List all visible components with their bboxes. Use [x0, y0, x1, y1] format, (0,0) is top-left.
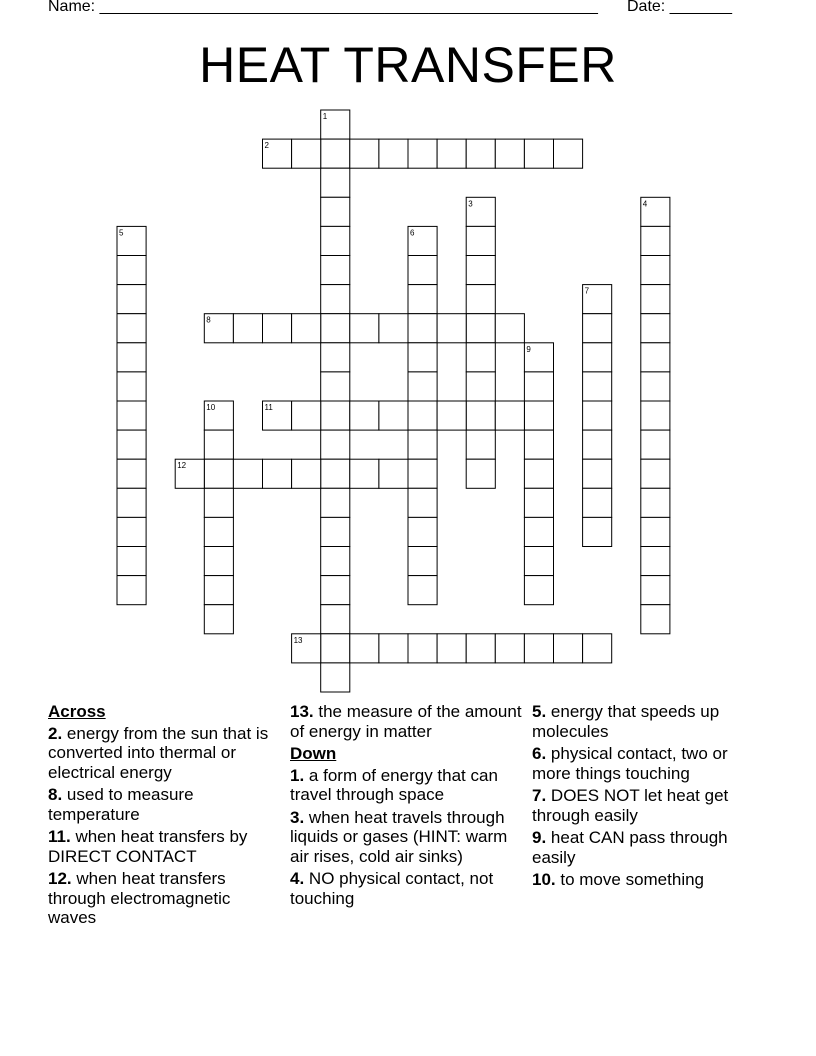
grid-cell[interactable] [350, 401, 379, 430]
grid-cell[interactable] [583, 314, 612, 343]
grid-cell[interactable] [437, 634, 466, 663]
grid-cell[interactable] [641, 576, 670, 605]
clue-across-8: 8. used to measure temperature [48, 785, 194, 824]
grid-cell[interactable] [321, 547, 350, 576]
grid-cell[interactable] [466, 459, 495, 488]
grid-cell[interactable] [583, 401, 612, 430]
grid-cell[interactable] [408, 488, 437, 517]
grid-cell[interactable] [554, 634, 583, 663]
grid-cell[interactable] [495, 139, 524, 168]
grid-cell[interactable] [408, 547, 437, 576]
grid-cell[interactable] [321, 314, 350, 343]
clue-down-7: 7. DOES NOT let heat get through easily [532, 786, 729, 825]
grid-cell[interactable] [554, 139, 583, 168]
grid-cell[interactable] [117, 314, 146, 343]
grid-cell[interactable] [641, 517, 670, 546]
grid-cell[interactable] [408, 634, 437, 663]
grid-cell[interactable] [466, 226, 495, 255]
grid-cell[interactable] [379, 139, 408, 168]
grid-cell[interactable] [321, 372, 350, 401]
grid-cell[interactable] [408, 343, 437, 372]
grid-cell[interactable] [583, 430, 612, 459]
grid-cell[interactable] [117, 459, 146, 488]
grid-cell[interactable] [641, 605, 670, 634]
grid-cell[interactable] [321, 197, 350, 226]
clue-across-12: 12. when heat transfers through electromagnetic waves [48, 869, 231, 927]
clue-down-6: 6. physical contact, two or more things touching [532, 744, 728, 783]
clue-number-label: 11 [264, 403, 273, 412]
grid-cell[interactable] [524, 139, 553, 168]
grid-cell[interactable] [263, 314, 292, 343]
clue-number-label: 2 [264, 141, 269, 151]
clue-number-label: 10 [206, 403, 216, 412]
grid-cell[interactable] [641, 459, 670, 488]
grid-cell[interactable] [437, 139, 466, 168]
grid-cell[interactable] [321, 488, 350, 517]
grid-cell[interactable] [292, 139, 321, 168]
grid-cell[interactable] [466, 285, 495, 314]
grid-cell[interactable] [466, 314, 495, 343]
date-field-label: Date: _______ [627, 0, 732, 15]
grid-cell[interactable] [321, 285, 350, 314]
grid-cell[interactable] [321, 634, 350, 663]
grid-cell[interactable] [204, 459, 233, 488]
clue-number-label: 8 [206, 315, 211, 325]
grid-cell[interactable] [321, 226, 350, 255]
grid-cell[interactable] [583, 488, 612, 517]
grid-cell[interactable] [466, 256, 495, 285]
clue-across-13: 13. the measure of the amount of energy in matter [290, 702, 522, 741]
grid-cell[interactable] [408, 430, 437, 459]
grid-cell[interactable] [408, 139, 437, 168]
grid-cell[interactable] [495, 314, 524, 343]
grid-cell[interactable] [204, 547, 233, 576]
grid-cell[interactable] [292, 459, 321, 488]
grid-cell[interactable] [641, 547, 670, 576]
grid-cell[interactable] [524, 547, 553, 576]
grid-cell[interactable] [641, 401, 670, 430]
grid-cell[interactable] [233, 314, 262, 343]
grid-cell[interactable] [117, 372, 146, 401]
grid-cell[interactable] [321, 343, 350, 372]
grid-cell[interactable] [524, 430, 553, 459]
page-title: HEAT TRANSFER [199, 37, 617, 93]
grid-cell[interactable] [350, 634, 379, 663]
grid-cell[interactable] [408, 576, 437, 605]
grid-cell[interactable] [524, 488, 553, 517]
grid-cell[interactable] [583, 634, 612, 663]
name-field-label: Name: ________________________________________________________ [48, 0, 598, 15]
grid-cell[interactable] [466, 634, 495, 663]
grid-cell[interactable] [524, 576, 553, 605]
clue-number-label: 12 [177, 461, 187, 471]
grid-cell[interactable] [641, 314, 670, 343]
grid-cell[interactable] [321, 605, 350, 634]
grid-cell[interactable] [204, 488, 233, 517]
grid-cell[interactable] [466, 372, 495, 401]
grid-cell[interactable] [495, 634, 524, 663]
grid-cell[interactable] [350, 314, 379, 343]
grid-cell[interactable] [117, 547, 146, 576]
grid-cell[interactable] [408, 401, 437, 430]
clue-across-11: 11. when heat transfers by DIRECT CONTACT [48, 827, 248, 866]
grid-cell[interactable] [641, 256, 670, 285]
grid-cell[interactable] [321, 430, 350, 459]
grid-cell[interactable] [466, 343, 495, 372]
grid-cell[interactable] [408, 285, 437, 314]
clue-down-9: 9. heat CAN pass through easily [532, 828, 728, 867]
grid-cell[interactable] [263, 459, 292, 488]
clue-down-4: 4. NO physical contact, not touching [290, 869, 494, 908]
grid-cell[interactable] [641, 226, 670, 255]
grid-cell[interactable] [408, 517, 437, 546]
grid-cell[interactable] [292, 401, 321, 430]
grid-cell[interactable] [524, 401, 553, 430]
grid-cell[interactable] [117, 576, 146, 605]
grid-cell[interactable] [117, 401, 146, 430]
grid-cell[interactable] [466, 430, 495, 459]
grid-cell[interactable] [379, 634, 408, 663]
grid-cell[interactable] [117, 343, 146, 372]
grid-cell[interactable] [583, 517, 612, 546]
grid-cell[interactable] [641, 285, 670, 314]
grid-cell[interactable] [117, 488, 146, 517]
grid-cell[interactable] [437, 314, 466, 343]
grid-cell[interactable] [495, 401, 524, 430]
grid-cell[interactable] [233, 459, 262, 488]
grid-cell[interactable] [204, 605, 233, 634]
grid-cell[interactable] [350, 459, 379, 488]
clue-number-label: 7 [584, 286, 590, 296]
clue-number-label: 5 [119, 228, 124, 238]
clue-number-label: 3 [468, 199, 473, 209]
grid-cell[interactable] [117, 285, 146, 314]
grid-cell[interactable] [641, 430, 670, 459]
grid-cell[interactable] [408, 314, 437, 343]
grid-cell[interactable] [583, 459, 612, 488]
grid-cell[interactable] [641, 372, 670, 401]
clue-across-2: 2. energy from the sun that is converted into thermal or electrical energy [48, 723, 269, 782]
grid-cell[interactable] [321, 459, 350, 488]
clue-column-3 [532, 702, 757, 893]
grid-cell[interactable] [641, 488, 670, 517]
grid-cell[interactable] [437, 401, 466, 430]
grid-cell[interactable] [117, 517, 146, 546]
across-heading: Across [48, 702, 106, 721]
clue-number-label: 9 [526, 344, 531, 354]
grid-cell[interactable] [292, 314, 321, 343]
down-heading: Down [290, 744, 337, 763]
clue-number-label: 1 [322, 112, 328, 121]
clue-down-1: 1. a form of energy that can travel through space [290, 765, 498, 804]
grid-cell[interactable] [524, 634, 553, 663]
clue-down-10: 10. to move something [532, 870, 705, 889]
grid-cell[interactable] [408, 459, 437, 488]
grid-cell[interactable] [321, 256, 350, 285]
grid-cell[interactable] [379, 459, 408, 488]
grid-cell[interactable] [321, 663, 350, 692]
grid-cell[interactable] [379, 314, 408, 343]
grid-cell[interactable] [524, 517, 553, 546]
grid-cell[interactable] [321, 517, 350, 546]
grid-cell[interactable] [350, 139, 379, 168]
clue-number-label: 13 [293, 635, 303, 645]
grid-cell[interactable] [117, 256, 146, 285]
grid-cell[interactable] [641, 343, 670, 372]
grid-cell[interactable] [466, 401, 495, 430]
grid-cell[interactable] [204, 517, 233, 546]
grid-cell[interactable] [466, 139, 495, 168]
grid-cell[interactable] [524, 372, 553, 401]
grid-cell[interactable] [379, 401, 408, 430]
grid-cell[interactable] [204, 430, 233, 459]
grid-cell[interactable] [117, 430, 146, 459]
grid-cell[interactable] [321, 576, 350, 605]
grid-cell[interactable] [583, 372, 612, 401]
grid-cell[interactable] [408, 256, 437, 285]
grid-cell[interactable] [204, 576, 233, 605]
grid-cell[interactable] [408, 372, 437, 401]
clue-number-label: 6 [410, 228, 415, 238]
clue-column-1 [48, 702, 273, 931]
grid-cell[interactable] [321, 139, 350, 168]
grid-cell[interactable] [321, 168, 350, 197]
grid-cell[interactable] [524, 459, 553, 488]
clue-number-label: 4 [642, 199, 648, 209]
clue-down-5: 5. energy that speeds up molecules [532, 702, 720, 741]
clue-down-3: 3. when heat travels through liquids or gases (HINT: warm air rises, cold air sinks) [290, 807, 508, 866]
grid-cell[interactable] [321, 401, 350, 430]
grid-cell[interactable] [583, 343, 612, 372]
clue-column-2 [290, 702, 526, 911]
